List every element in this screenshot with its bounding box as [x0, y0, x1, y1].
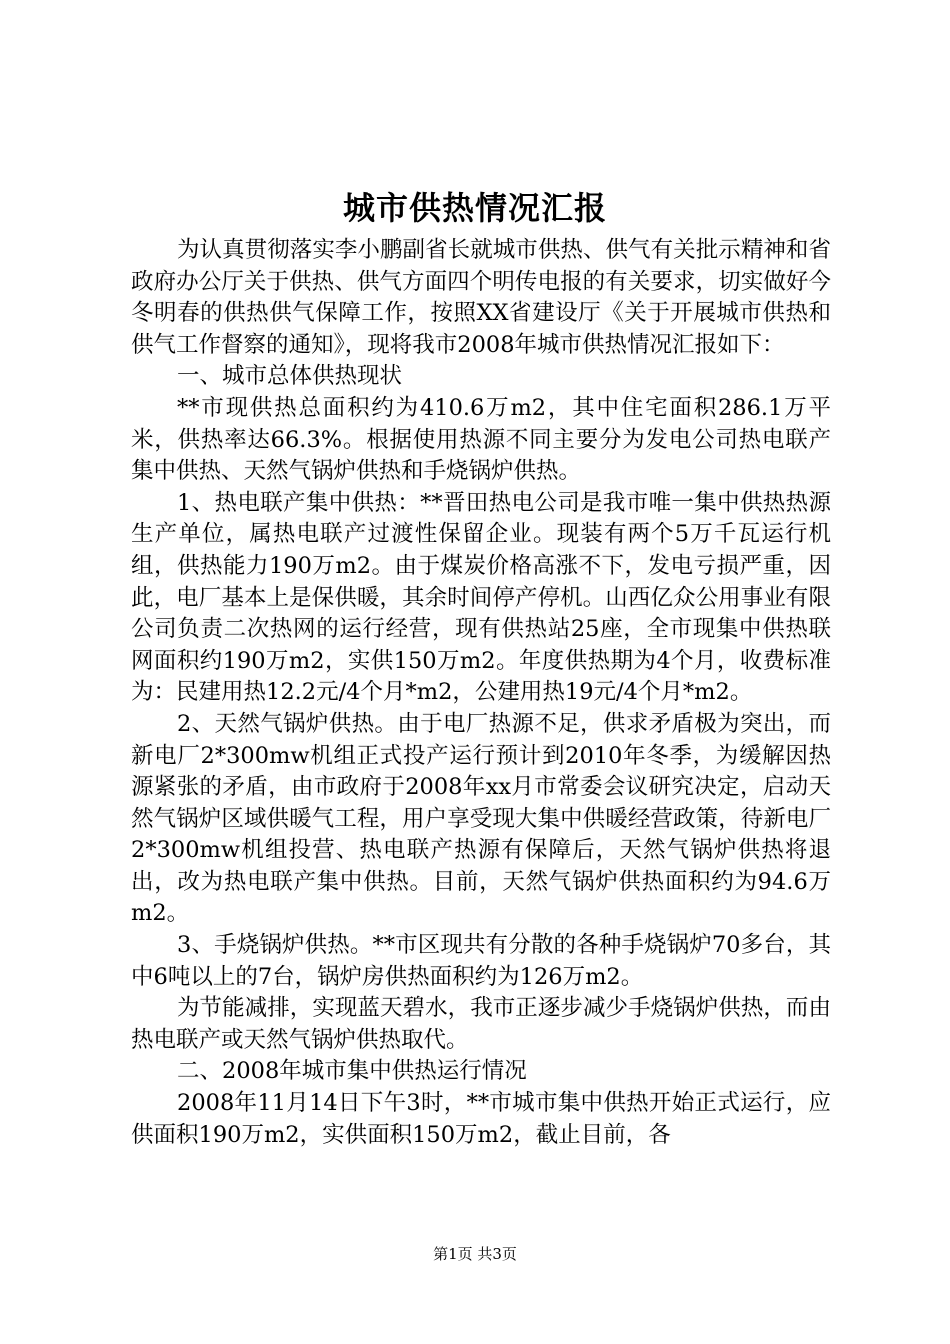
paragraph-operation: 2008年11月14日下午3时，**市城市集中供热开始正式运行，应供面积190万m2，实供面积150万m2，截止目前，各 [131, 1090, 831, 1148]
section-heading-1: 一、城市总体供热现状 [177, 363, 403, 390]
paragraph-gas-boiler: 2、天然气锅炉供热。由于电厂热源不足，供求矛盾极为突出，而新电厂2*300mw机组正式投产运行预计到2010年冬季，为缓解因热源紧张的矛盾，由市政府于2008年xx月市常委会议研究决定，启动天然气锅炉区域供暖气工程，用户享受现大集中供暖经营政策，待新电厂2*300mw机组投营、热电联产热源有保障后，天然气锅炉供热将退出，改为热电联产集中供热。目前，天然气锅炉供热面积约为94.6万m2。 [131, 710, 831, 927]
paragraph-hand-fired-boiler: 3、手烧锅炉供热。**市区现共有分散的各种手烧锅炉70多台，其中6吨以上的7台，锅炉房供热面积约为126万m2。 [131, 932, 831, 990]
section-heading-2: 二、2008年城市集中供热运行情况 [177, 1058, 527, 1085]
document-title: 城市供热情况汇报 [342, 189, 607, 227]
paragraph-energy-saving: 为节能减排，实现蓝天碧水，我市正逐步减少手烧锅炉供热，而由热电联产或天然气锅炉供热取代。 [131, 995, 831, 1053]
document-body [131, 235, 831, 1151]
paragraph-intro: 为认真贯彻落实李小鹏副省长就城市供热、供气有关批示精神和省政府办公厅关于供热、供气方面四个明传电报的有关要求，切实做好今冬明春的供热供气保障工作，按照XX省建设厅《关于开展城市供热和供气工作督察的通知》，现将我市2008年城市供热情况汇报如下： [131, 237, 831, 358]
paragraph-overview: **市现供热总面积约为410.6万m2，其中住宅面积286.1万平米，供热率达66.3%。根据使用热源不同主要分为发电公司热电联产集中供热、天然气锅炉供热和手烧锅炉供热。 [131, 394, 831, 485]
paragraph-cogeneration: 1、热电联产集中供热：**晋田热电公司是我市唯一集中供热热源生产单位，属热电联产过渡性保留企业。现装有两个5万千瓦运行机组，供热能力190万m2。由于煤炭价格高涨不下，发电亏损严重，因此，电厂基本上是保供暖，其余时间停产停机。山西亿众公用事业有限公司负责二次热网的运行经营，现有供热站25座，全市现集中供热联网面积约190万m2，实供150万m2。年度供热期为4个月，收费标准为：民建用热12.2元/4个月*m2，公建用热19元/4个月*m2。 [131, 489, 831, 706]
page-number-footer: 第1页 共3页 [433, 1245, 517, 1263]
